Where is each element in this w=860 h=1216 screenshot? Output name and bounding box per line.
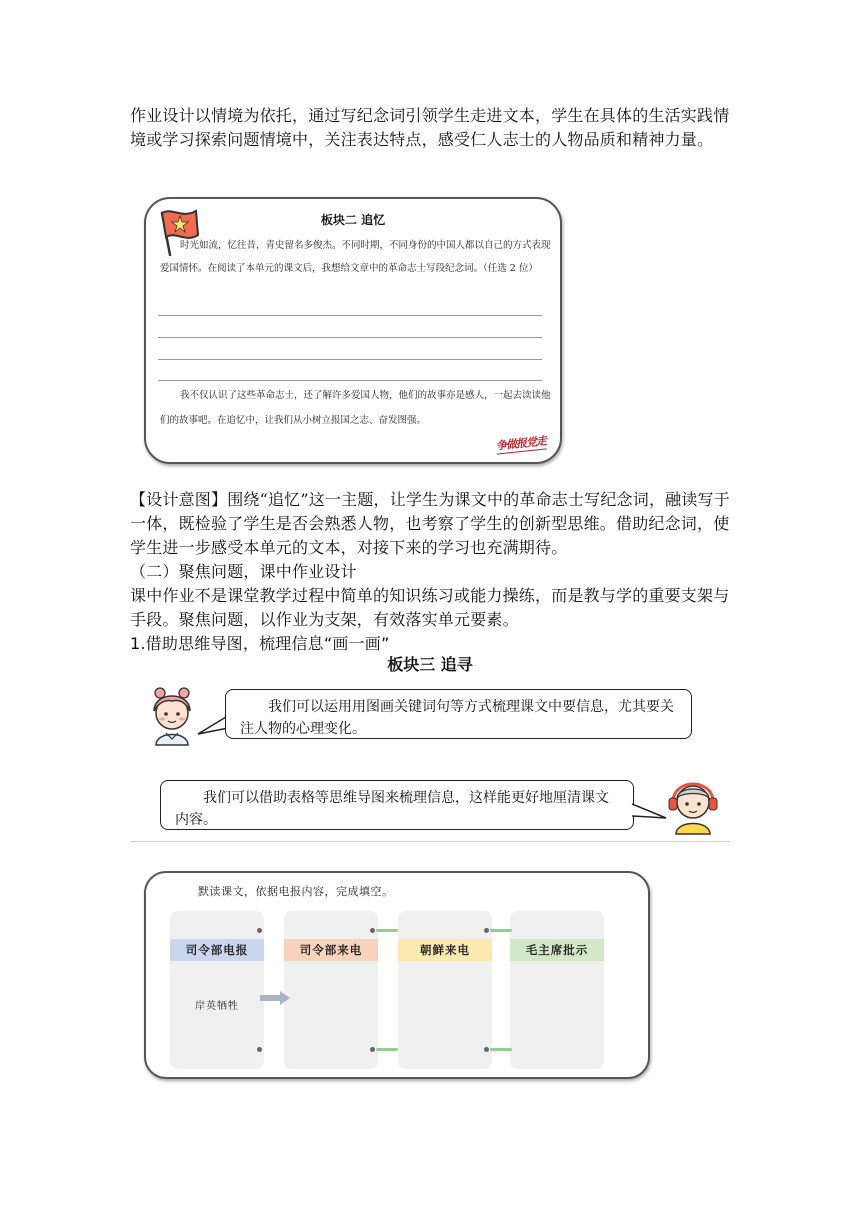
intro-paragraph: 作业设计以情境为依托，通过写纪念词引领学生走进文本，学生在具体的生活实践情境或学习探索问题情境中，关注表达特点，感受仁人志士的人物品质和精神力量。 — [130, 106, 730, 149]
speech-bubble-girl — [225, 689, 692, 739]
connector-line — [376, 929, 398, 932]
divider — [130, 841, 730, 842]
bubble-text: 我们可以借助表格等思维导图来梳理信息，这样能更好地厘清课文内容。 — [175, 790, 609, 828]
connector-dot — [484, 928, 489, 933]
connector-dot — [484, 1047, 489, 1052]
flow-column — [510, 911, 604, 1069]
writing-line — [158, 337, 542, 338]
column-header: 司令部来电 — [284, 939, 378, 961]
flow-column — [170, 911, 264, 1069]
telegram-card — [144, 871, 650, 1079]
recall-card — [144, 197, 562, 464]
design-intent: 【设计意图】围绕“追忆”这一主题，让学生为课文中的革命志士写纪念词，融读写于一体，既检验了学生是否会熟悉人物，也考察了学生的创新型思维。借助纪念词，使学生进一步感受本单元的文本，对接下来的学习也充满期待。 — [130, 490, 730, 557]
writing-line — [158, 380, 542, 381]
girl-avatar-icon — [146, 683, 198, 751]
card1-text-bottom: 我不仅认识了这些革命志士，还了解许多爱国人物，他们的故事亦是感人，一起去读读他们的故事吧。在追忆中，让我们从小树立报国之志、奋发图强。 — [160, 390, 551, 426]
boy-avatar-icon — [664, 772, 722, 840]
card1-text-top: 时光如流，忆往昔，青史留名多俊杰。不同时期，不同身份的中国人都以自己的方式表现爱国情怀。在阅读了本单元的课文后，我想给文章中的革命志士写段纪念词。（任选 2 位） — [160, 240, 551, 274]
writing-line — [158, 359, 542, 360]
column-header: 司令部电报 — [170, 939, 264, 961]
connector-dot — [370, 928, 375, 933]
flow-column — [398, 911, 492, 1069]
card1-title: 板块二 追忆 — [320, 213, 386, 227]
bubble-text: 我们可以运用用图画关键词句等方式梳理课文中要信息，尤其要关注人物的心理变化。 — [240, 699, 674, 737]
section-heading: （二）聚焦问题，课中作业设计 — [130, 562, 357, 581]
section3-title: 板块三 追寻 — [387, 655, 473, 674]
speech-bubble-boy — [160, 780, 634, 830]
paragraph: 课中作业不是课堂教学过程中简单的知识练习或能力操练，而是教与学的重要支架与手段。聚焦问题，以作业为支架，有效落实单元要素。 — [130, 586, 730, 629]
flow-column — [284, 911, 378, 1069]
connector-dot — [257, 1047, 262, 1052]
writing-line — [158, 315, 542, 316]
list-item-heading: 1.借助思维导图，梳理信息“画一画” — [130, 634, 390, 653]
column-header: 毛主席批示 — [510, 939, 604, 961]
signature: 争做报党走 — [495, 434, 547, 453]
connector-line — [490, 929, 512, 932]
card2-instruction: 默读课文，依据电报内容，完成填空。 — [198, 885, 394, 898]
connector-dot — [370, 1047, 375, 1052]
column-header: 朝鲜来电 — [398, 939, 492, 961]
arrow-right-icon — [260, 990, 290, 1009]
connector-dot — [257, 928, 262, 933]
connector-line — [490, 1048, 512, 1051]
connector-line — [376, 1048, 398, 1051]
column-text: 岸英牺牲 — [195, 1001, 239, 1012]
